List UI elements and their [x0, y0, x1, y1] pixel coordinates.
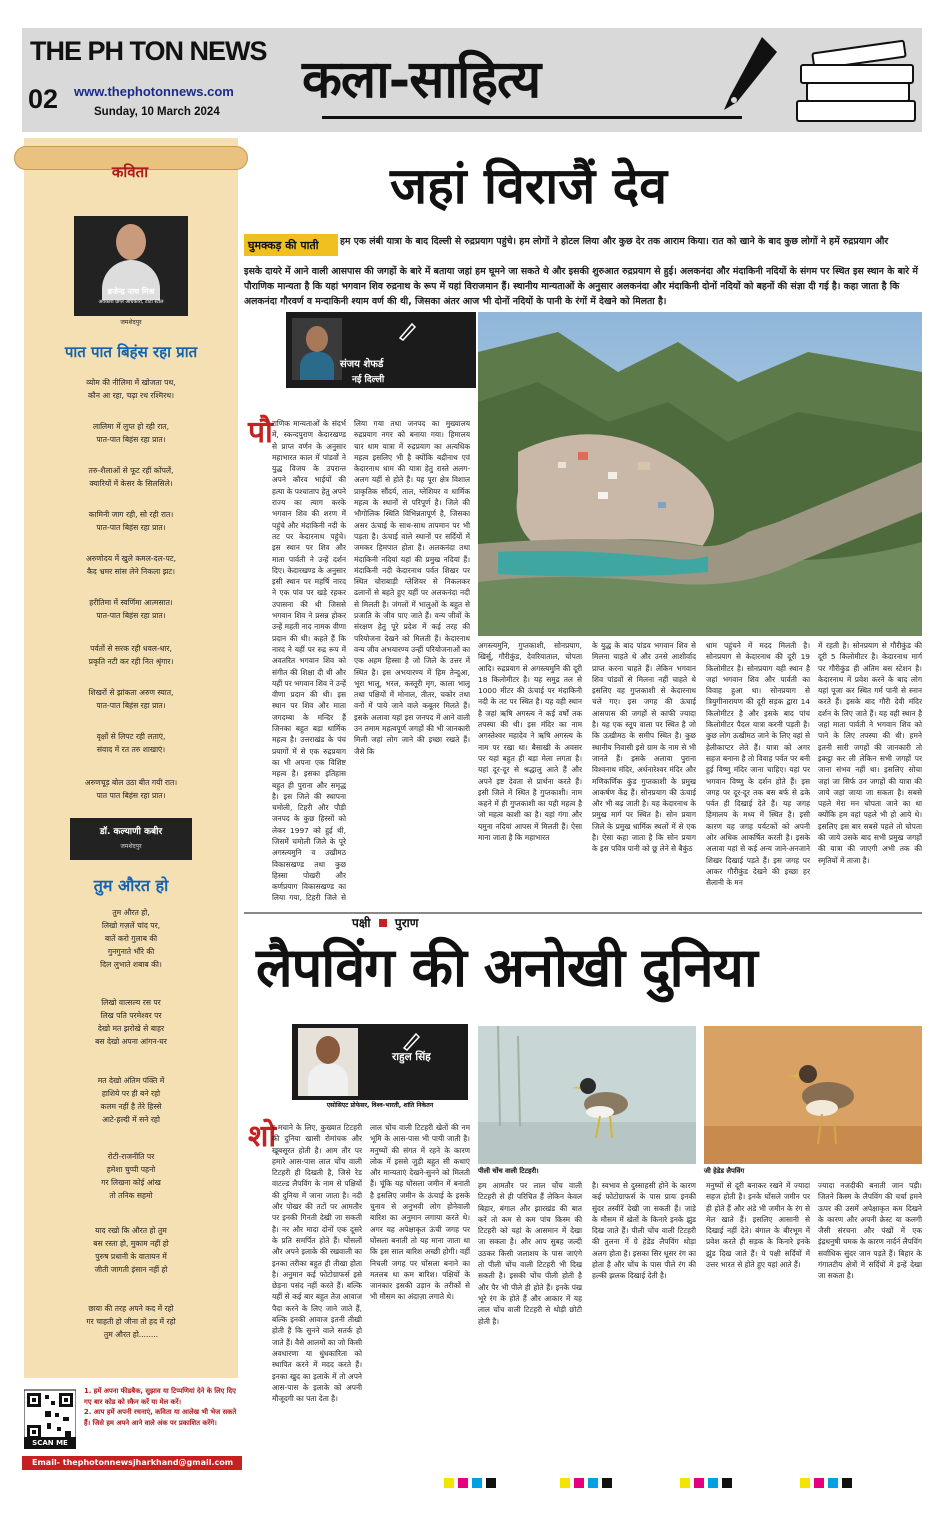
poem1-stanza: शिखरों से झांकता अरुण स्यात, पात-पात बिहंस रहा प्रात। — [88, 688, 174, 710]
article1-column-3: अगस्त्यमुनि, गुप्तकाशी, सोनप्रयाग, खिर्सू, गौरीकुंड, देवरियाताल, चोपता आदि। रुद्रप्रयाग से अगस्त्यमुनि की दूरी 18 किलोमीटर है। यह समुद्र तल से 1000 मीटर की ऊंचाई पर मंदाकिनी नदी के तट पर स्थित है। यह वही स्थान है जहां ऋषि अगस्त्य ने कई वर्षों तक तपस्या की थी। इस मंदिर का नाम अगस्तेश्वर महादेव ने ऋषि अगस्त्य के नाम पर रखा था। बैसाखी के अवसर पर यहां बहुत ही बड़ा मेला लगता है। यहां दूर-दूर से श्रद्धालु आते हैं और अपने इष्ट देवता से प्रार्थना करते हैं। इसी जिले में स्थित है गुप्तकाशी। नाम कहने में ही गुप्तकाशी का यही महत्व है जो महत्व काशी का है। यहां गंगा और यमुना नदियां आपस में मिलती हैं। ऐसा माना जाता है कि महाभारत — [478, 641, 582, 843]
poem1-stanza: हरीतिमा में स्वर्णिमा आत्मसात। पात-पात बिहंस रहा प्रात। — [89, 598, 173, 620]
section-underline — [322, 116, 742, 119]
author2-role: एसोसिएट प्रोफेसर, विश्व-भारती, शांति निकेतन — [326, 1102, 434, 1109]
poem2-stanza: मत देखो अंतिम पंक्ति में हाशिये पर ही बने रहो कलम नहीं है तेरे हिस्से आटे-हल्दी में सने रहो — [97, 1076, 165, 1124]
poet1-name: ब्रजेन्द्र नाथ मिश्र — [107, 287, 155, 296]
poet2-banner — [70, 818, 192, 860]
pen-icon — [396, 320, 418, 342]
contact-email[interactable]: Email- thephotonnewsjharkhand@gmail.com — [22, 1456, 242, 1470]
poem2-stanza: छाया की तरह अपने कद में रहो गर चाहती हो जीना तो हद में रहो तुम औरत हो........ — [86, 1304, 176, 1339]
section-divider — [244, 912, 922, 914]
poet1-role: अवकाश प्राप्त अधिकारी, टाटा स्टील — [98, 299, 164, 305]
poetry-section-label: कविता — [111, 163, 149, 181]
article2-byline — [292, 1024, 468, 1100]
article2-dropcap: शो — [248, 1119, 277, 1154]
poet2-city: जमशेदपुर — [120, 843, 142, 850]
poem1-stanza: तरु-शैलाओं से फूट रहीं कोंपलें, क्यारियों में केसर के सिलसिले। — [88, 466, 174, 488]
article2-kicker-b: पुराण — [394, 916, 419, 930]
poem1-stanza: व्योम की नीलिमा में खोजता पथ, कौन आ रहा, चढ़ा रथ रश्मिरथ। — [86, 378, 176, 400]
poem1-stanza: अरुणोदय में खुले कमल-दल-पट, कैद भ्रमर सांस लेने निकला झट। — [85, 554, 177, 576]
article2-column-4: है। स्वभाव से दुस्साहसी होने के कारण कई फोटोग्राफर्स के पास प्रायः इनकी सुंदर तस्वीरें देखी जा सकती हैं। जाड़े के मौसम में खेतों के किनारे इनके झुंड दिख जाते हैं। पीली चोंच वाली टिटहरी की तुलना में ग्रे हेडेड लैपविंग थोड़ा अलग होता है। इसका सिर धूसर रंग का होता है और चोंच के पास पीले रंग की हल्की झलक दिखाई देती है। — [592, 1181, 696, 1281]
poem1-stanza: वृक्षों से लिपट रही लताएं, संवाद में रत तरु शाखाएं। — [96, 732, 166, 754]
poem2-stanza: रोटी-राजनीति पर हमेशा चुप्पी पहनो गर लिखना कोई आंख तो तनिक सहमो — [101, 1152, 161, 1200]
page-number: 02 — [28, 84, 59, 114]
poem1-stanza: अरुणचूड़ बोल उठा बीत गयी रात। पात पात बिहंस रहा प्रात। — [84, 778, 178, 800]
article1-column-4: के युद्ध के बाद पांडव भगवान शिव से मिलना चाहते थे और उनसे आशीर्वाद प्राप्त करना चाहते हैं। लेकिन भगवान शिव पांडवों से मिलना नहीं चाहते थे इसलिए वह गुप्तकाशी से केदारनाथ चले गए। इस जगह की ऊंचाई आसपास की जगहों से काफी ज्यादा है। यह एक स्तूप वाला पर स्थित है जो कि ऊखीमठ के समीप स्थित है। कुछ स्थानीय निवासी इसे ग्राम के नाम से भी जानते हैं। इसके अलावा पुराना विश्वनाथ मंदिर, अर्धनारेश्वर मंदिर और मणिकर्णिक कुंड गुप्तकाशी के प्रमुख आकर्षण केंद्र हैं। सोनप्रयाग की ऊंचाई और भी बढ़ जाती है। यह केदारनाथ के प्रमुख मार्ग पर स्थित है। सोन प्रयाग जिले के प्रमुख धार्मिक स्थलों में से एक है। ऐसा कहा जाता है कि सोन प्रयाग के इस पवित्र पानी को छू लेने से बैकुंठ — [592, 641, 696, 854]
author1-city: नई दिल्ली — [352, 375, 385, 385]
article2-column-3: हम आमतौर पर लाल चोंच वाली टिटहरी से ही परिचित हैं लेकिन केवल बिहार, बंगाल और झारखंड की बात करें तो कम से कम पांच किस्म की टिटहरी को यहां के आसमान में देखा जा सकता है। और आप सुबह जल्दी उठकर किसी जलाशय के पास जाएंगे तो पीली चोंच वाली टिटहरी भी दिख सकती है। इसकी चोंच पीली होती है और पैर भी पीले ही होते हैं। इनके पंख भूरे रंग के होते हैं और आकार में यह लाल चोंच वाली टिटहरी से थोड़ी छोटी होती है। — [478, 1181, 582, 1326]
issue-date: Sunday, 10 March 2024 — [94, 106, 220, 118]
footer-note-1: 1. हमें अपना फीडबैक, सुझाव या टिप्पणियां देने के लिए दिए गए बार कोड को स्कैन करें या मेल करें। — [84, 1387, 236, 1406]
photo-caption-yellow-billed: पीली चोंच वाली टिटहरी। — [478, 1167, 539, 1175]
article1-column-6: में रहती है। सोनप्रयाग से गौरीकुंड की दूरी 5 किलोमीटर है। केदारनाथ मार्ग पर गौरीकुंड ही अंतिम बस स्टेशन है। केदारनाथ में प्रवेश करने के बाद लोग यहां पूजा कर स्थित गर्म पानी से स्नान करते हैं। इसके बाद गौरी देवी मंदिर दर्शन के लिए जाते हैं। यह वही स्थान है जहां माता पार्वती ने भगवान शिव को पाने के लिए तपस्या की थी। हमने इतनी सारी जगहों की जानकारी तो इकट्ठा कर ली लेकिन सभी जगहों पर जाना संभव नहीं था। इसलिए सोचा जहां जा सिर्फ उन जगहों की यात्रा की जाये जहां जाया जा सकता है। सबसे पहले मेरा मन चोपता जाने का था क्योंकि हम वहां पहले भी हो आये थे। इसलिए इस बार सबसे पहले तो चोपता की जाये उसके बाद सभी प्रमुख जगहों की यात्रा की जाएगी अभी तक की स्मृतियों में ताजा है। — [818, 641, 922, 865]
author1-photo — [292, 318, 342, 380]
article1-column-2: लिया गया तथा जनपद का मुख्यालय रुद्रप्रयाग नगर को बनाया गया। हिमालय चार धाम यात्रा में रुद्रप्रयाग का अत्यधिक महत्व इसलिए भी है क्योंकि बद्रीनाथ एवं केदारनाथ धाम की यात्रा हेतु रास्ते अलग-अलग यहीं से होते हैं। यह पूरा क्षेत्र विशाल प्राकृतिक सौंदर्य, ताल, ग्लेशियर व धार्मिक महत्व के स्थानों से परिपूर्ण है। जिले की भौगोलिक स्थिति विभिन्नतापूर्ण है, जिसका असर ऊंचाई के साथ-साथ तापमान पर भी पड़ता है। ऊंचाई वाले स्थानों पर सर्दियों में जमकर हिमपात होता है। अलकनंदा तथा मंदाकिनी नदियां यहां की प्रमुख नदियां हैं। मंदाकिनी नदी केदारनाथ पर्वत शिखर पर स्थित चोराबाड़ी ग्लेशियर से निकलकर ढलानों से बहते हुए यहीं पर अलकनंदा नदी से मिलती है। जंगलों में भालुओं के बहुत से प्रजाति के जीव पाए जाते हैं। वन्य जीवों के संरक्षण हेतु पूरे प्रदेश में कई तरह की परियोजना देखने को मिलती हैं। केदारनाथ वन्य जीव अभयारण्य उन्हीं परियोजनाओं का एक अहम हिस्सा है जो जिले के उत्तर में स्थित है। इस अभयारण्य में हिम तेन्दुआ, भूरा भालू, भरल, कस्तूरी मृग, काला भालू तथा पक्षियों में मोनाल, तीतर, चकोर तथा वनों में पाये जाने वाले कबूतर मिलते हैं। इसके अलावा यहां इस जनपद में आने वाली उन तमाम महत्वपूर्ण जगहों की भी जानकारी मिली जहां लोग जाने की इच्छा रखते हैं। जैसे कि — [354, 419, 470, 756]
author2-photo — [298, 1028, 358, 1096]
website-link[interactable]: www.thephotonnews.com — [74, 84, 234, 99]
footer-notes — [84, 1386, 240, 1428]
article1-column-5: धाम पहुंचने में मदद मिलती है। सोनप्रयाग से केदारनाथ की दूरी 19 किलोमीटर है। सोनप्रयाग वही स्थान है जहां भगवान शिव और पार्वती का विवाह हुआ था। सोनप्रयाग से त्रियुगीनारायण की दूरी सड़क द्वारा 14 किलोमीटर है और इसके बाद पांच किलोमीटर पैदल यात्रा करनी पड़ती है। कुछ लोग ऊखीमठ जाने के लिए वहां से हेलीकाप्टर लेते हैं। यात्रा को अगर सहज बनाना है तो विवाह पर्वत पर बनी हुई विष्णु मंदिर जाना चाहिए। यहां पर भगवान विष्णु के दर्शन होते हैं। इस जगह पर दूर-दूर तक बस बर्फ से ढके पर्वत ही दिखाई देते हैं। यह जगह हिमालय के मध्य में स्थित है। इसी कारण यह जगह पर्यटकों को अपनी ओर अधिक आकर्षित करती है। इसके अलावा यहां से कई अन्य जाने-अनजाने शिखर दिखाई पड़ते हैं। इस जगह पर आकर गौरीकुंड देखने की इच्छा हर सैलानी के मन — [706, 641, 810, 888]
article2-column-1: र मचाने के लिए, कुख्यात टिटहरी की दुनिया खासी रोमांचक और खूबसूरत होती है। आम तौर पर हमारे आस-पास लाल चोंच वाली टिटहरी ही दिखती है, जिसे रेड वाटल्ड लैपविंग के नाम से पक्षियों की दुनिया में जाना जाता है। नदी और पोखर की तटों पर आमतौर पर इनकी गिनती देखी जा सकती है। नर और मादा दोनों एक दूसरे के प्रति समर्पित होते हैं। घोंसलों और अपने इलाके की रखवाली का इनका तरीका बहुत ही तीखा होता है। अनुमान कई फोटोग्राफर्स इसे छेड़ना पसंद नहीं करते हैं। बल्कि यहीं से कई बार बहुत तेज आवाज पैदा करने के लिए जाने जाते हैं, बल्कि इनकी आवाज इतनी तीखी होती है कि सुनने वाले सतर्क हो जाते हैं। वैसे आलमों का जो किसी अवधारणा या धुंधकारिता को स्थापित करने में मदद करते हैं। इनका खुद का इलाके में तो अपने आस-पास के इलाके को अपनी मौजूदगी का पता देता है। — [272, 1123, 362, 1404]
poem2-stanza: याद रखो कि औरत हो तुम बस रस्ता हो, मुकाम नहीं हो पुरुष प्रधानी के वातायन में जीती जागती इंसान नहीं हो — [93, 1226, 169, 1274]
masthead — [22, 28, 922, 132]
poem1-stanza: पर्वतों से सरक रही धवल-धार, प्रकृति नटी कर रही नित श्रृंगार। — [88, 644, 174, 666]
pen-nib-icon — [712, 32, 782, 122]
article1-kicker: घुमक्कड़ की पाती — [244, 234, 338, 256]
article1-intro: हम एक लंबी यात्रा के बाद दिल्ली से रुद्रप्रयाग पहुंचे। हम लोगों ने होटल लिया और कुछ देर तक आराम किया। रात को खाने के बाद कुछ लोगों ने हमें रुद्रप्रयाग और — [340, 236, 889, 247]
article1-dropcap: पौ — [248, 415, 273, 450]
newspaper-name: THE PH TON NEWS — [30, 36, 267, 66]
author2-name: राहुल सिंह — [392, 1051, 431, 1063]
article2-headline: लैपविंग की अनोखी दुनिया — [256, 935, 757, 999]
poem2-stanza: लिखो वात्सल्य रस पर लिख पति परमेश्वर पर देखो मत झरोखे से बाहर बस देखो अपना आंगन-घर — [95, 998, 167, 1046]
crowned-lapwing-photo — [704, 1026, 922, 1164]
poet1-portrait — [74, 216, 188, 316]
pen-icon — [400, 1030, 422, 1052]
footer-note-2: 2. आप हमें अपनी रचनाएं, कविता या आलेख भी भेज सकते हैं। जिसे हम अपने आने वाले अंक पर प्रकाशित करेंगे। — [84, 1408, 237, 1427]
article2-kicker-a: पक्षी — [352, 916, 371, 930]
books-stack-icon — [792, 38, 918, 128]
article1-headline: जहां विराजैं देव — [390, 156, 668, 215]
article1-intro-continued: इसके दायरे में आने वाली आसपास की जगहों के बारे में बताया जहां हम घूमने जा सकते थे और इसकी शुरुआत रुद्रप्रयाग से हुई। अलकनंदा और मंदाकिनी नदियों के संगम पर स्थित इस स्थान के बारे में पौराणिक मान्यता है कि यहां भगवान शिव रुद्रनाथ के रूप में यहां विराजमान हैं। स्थानीय मान्यताओं के अनुसार अलकनंदा और मंदाकिनी दोनों नदियों को बहनों की संज्ञा दी गई है। कहा जाता है कि अलकनंदा गौरवर्ण व मन्दाकिनी श्याम वर्ण की थी, जिसका अंतर आज भी दोनों नदियों के पानी के रंगों में देखने को मिलता है। — [244, 266, 918, 307]
kicker-square-icon — [379, 919, 387, 927]
article2-column-6: ज्यादा नजदीकी बनाती जान पड़ी। जितने किस्म के लैपविंग की चर्चा हमने ऊपर की उसमें अपेक्षाकृत कम दिखने के कारण और अपनी क्रेस्ट या कलगी जैसी संरचना और पंखों में एक इंद्रधनुषी चमक के कारण नार्दर्न लैपविंग सर्वाधिक सुंदर जान पड़ते हैं। बिहार के गंगातटीय क्षेत्रों में सर्दियों में इन्हें देखा जा सकता है। — [818, 1181, 922, 1281]
poet2-name: डॉ. कल्याणी कबीर — [99, 827, 163, 837]
scan-me-label: SCAN ME — [24, 1437, 76, 1449]
photo-caption-grey-headed: जी हेडेड लैपविंग — [704, 1167, 745, 1175]
poem1-title: पात पात बिहंस रहा प्रात — [64, 343, 198, 361]
river-confluence-photo — [478, 312, 922, 636]
article2-column-5: मनुष्यों से दूरी बनाकर रखने में ज्यादा सहज होती है। इनके घोंसले जमीन पर ही होते हैं और अंडे भी जमीन के रंग से मेल खाते हैं। इसलिए आसानी से दिखाई नहीं देते। बंगाल के बीरभूम में प्रवेश करते ही सड़क के किनारे इनके झुंड दिख जाते हैं। ये पक्षी सर्दियों में उत्तर भारत से होते हुए यहां आते हैं। — [706, 1181, 810, 1270]
poet1-city: जमशेदपुर — [120, 319, 142, 326]
article1-column-1: राणिक मान्यताओं के संदर्भ में, स्कन्दपुराण केदारखण्ड से प्राप्त वर्णन के अनुसार महाभारत काल में पांडवों ने युद्ध विजय के उपरान्त अपने कौरव भाईयों की हत्या के पश्चाताप हेतु अपने राज्य का त्याग करके भगवान शिव की शरण में पहुंचे और मंदाकिनी नदी के तट पर केदारनाथ पहुंचे। इस स्थान पर शिव और माता पार्वती ने उन्हें दर्शन दिए। केदारखण्ड के अनुसार इसी स्थान पर महर्षि नारद ने एक पांव पर खड़े रहकर उपासना की थी जिससे भगवान शिव ने प्रसन्न होकर उन्हें महती नाद नामक वीणा प्रदान की थी। कहते हैं कि नारद ने यहीं पर रुद्र रूप में अवतरित भगवान शिव को संगीत की शिक्षा दी थी और यहीं पर भगवान शिव ने उन्हें वीणा प्रदान की थी। इस स्थान पर शिव और माता जगदम्बा के मन्दिर हैं जिनका बहुत बड़ा धार्मिक महत्व है। उत्तराखंड के पंच प्रयागों में से एक रुद्रप्रयाग का भी अपना एक विशिष्ट महत्व है। इसका इतिहास बहुत ही पुराना और समृद्ध है। इस जिले की स्थापना चमोली, टिहरी और पौड़ी जनपद के कुछ हिस्सों को लेकर 1997 को हुई थी, जिसमें चमोली जिले के पूरे अगस्त्यमुनि व उखीमठ विकासखण्ड तथा कुछ हिस्सा पोखरी और कर्णप्रयाग विकासखण्ड का लिया गया, टिहरी जिले से — [272, 419, 346, 902]
poem1-stanza: कामिनी जाग रही, सो रही रात। पात-पात बिहंस रहा प्रात। — [88, 510, 174, 532]
author1-name: संजय शेफर्ड — [340, 359, 384, 370]
article2-column-2: लाल चोंच वाली टिटहरी खेतों की नम भूमि के आस-पास भी पायी जाती है। मनुष्यों की संगत में रहने के कारण लोक में इससे जुड़ी बहुत सी कथाएं और मान्यताएं देखने-सुनने को मिलती हैं। चूंकि यह घोंसला जमीन में बनाती है इसलिए जमीन के ऊंचाई के इसके चुनाव से अनुभवी लोग होनेवाली बारिश का अनुमान लगाया करते थे। अगर यह अपेक्षाकृत ऊंची जगह पर घोंसला बनाती तो यह माना जाता था कि इस साल बारिश अच्छी होगी। वहीं निचली जगह पर घोंसला बनाने का मतलब था कम बारिश। पक्षियों के जानकार इसकी उड़ान के तरीकों से भी मौसम का अंदाज़ा लगाते थे। — [370, 1123, 470, 1302]
yellow-wattled-lapwing-photo — [478, 1026, 696, 1164]
poem2-stanza: तुम औरत हो, लिखो गज़लें चांद पर, बातें करो गुलाब की गुनगुनाते भौंरे की दिल लुभाते शबाब की। — [100, 908, 162, 969]
poem1-stanza: लालिमा में लुप्त हो रही रात, पात-पात बिहंस रहा प्रात। — [92, 422, 170, 444]
section-title: कला-साहित्य — [302, 49, 541, 110]
poem2-title: तुम औरत हो — [93, 876, 169, 895]
